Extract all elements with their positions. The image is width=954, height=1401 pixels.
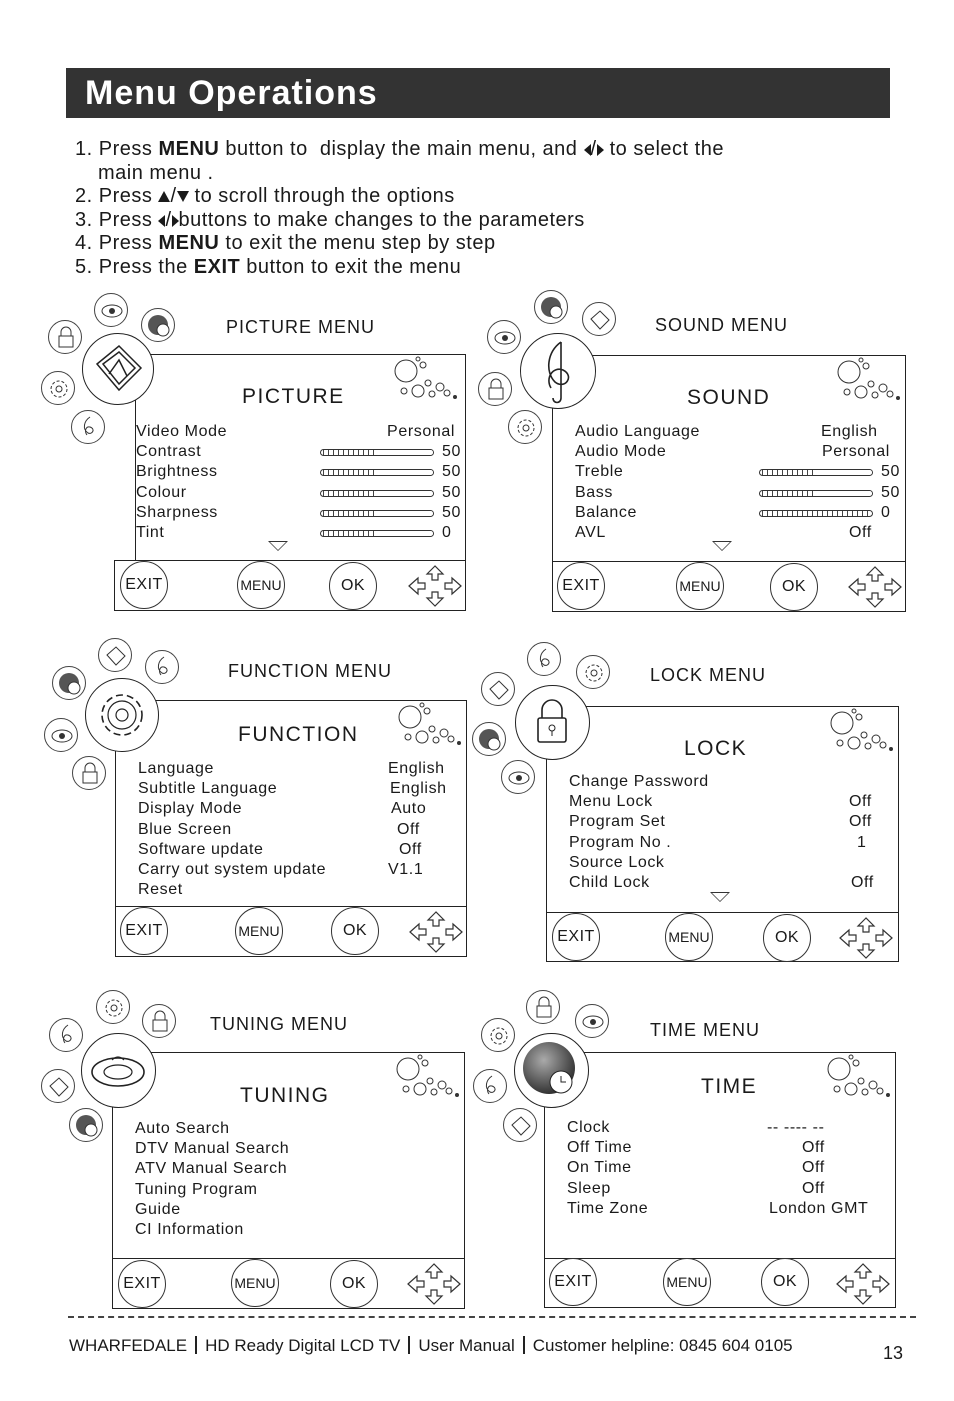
step-text: Press the <box>98 255 194 278</box>
setting-row[interactable] <box>136 483 462 503</box>
function-button-bar <box>115 906 467 957</box>
setting-label: Guide <box>135 1200 181 1218</box>
menu-button[interactable]: MENU <box>237 561 285 609</box>
direction-pad-icon[interactable] <box>847 565 903 609</box>
step-text: button to exit the menu <box>240 255 462 278</box>
tuning-eye-icon[interactable] <box>501 760 535 794</box>
step-text: to exit the menu step by step <box>219 232 496 255</box>
step-5 <box>75 256 724 280</box>
time-clock-icon[interactable] <box>69 1108 103 1142</box>
lock-menu-title: LOCK <box>684 737 748 760</box>
footer-separator <box>523 1336 525 1354</box>
menu-keyword: MENU <box>158 138 220 160</box>
setting-label: Display Mode <box>138 800 243 818</box>
setting-label: Video Mode <box>136 423 228 440</box>
setting-row[interactable] <box>569 812 895 832</box>
setting-row[interactable] <box>138 860 464 880</box>
setting-row[interactable] <box>136 523 462 543</box>
picture-menu-icon <box>82 333 154 405</box>
bubbles-decoration-icon <box>837 358 907 404</box>
setting-value: Off <box>849 793 872 811</box>
level-slider[interactable] <box>320 449 434 456</box>
step-1-continued <box>75 162 724 186</box>
setting-row[interactable] <box>569 873 895 893</box>
tuning-eye-icon[interactable] <box>575 1004 609 1038</box>
setting-value: 50 <box>442 443 461 461</box>
setting-value: 0 <box>442 523 452 541</box>
setting-label: Audio Mode <box>575 443 667 461</box>
scroll-down-indicator-icon[interactable] <box>712 541 732 551</box>
scroll-down-indicator-icon[interactable] <box>710 892 730 902</box>
step-text: button to display the main menu, and <box>219 138 584 160</box>
setting-value: 0 <box>881 503 891 521</box>
bubbles-decoration-icon <box>830 709 900 755</box>
setting-label: Tuning Program <box>135 1180 258 1198</box>
page-title: Menu Operations <box>85 74 378 112</box>
exit-button[interactable]: EXIT <box>118 1260 166 1308</box>
padlock-icon <box>516 686 588 758</box>
step-text: Press <box>98 208 159 231</box>
setting-label: Source Lock <box>569 853 665 871</box>
function-gear-icon[interactable] <box>96 990 130 1024</box>
footer-separator <box>195 1336 197 1354</box>
sound-settings-list <box>575 422 901 543</box>
step-number: 5. <box>75 255 93 278</box>
step-number: 3. <box>75 208 93 231</box>
sound-note-icon[interactable] <box>71 410 105 444</box>
time-clock-icon[interactable] <box>141 308 175 342</box>
menu-button[interactable]: MENU <box>235 907 283 955</box>
step-text: buttons to make changes to the parameters <box>178 208 585 231</box>
menu-button[interactable]: MENU <box>676 562 724 610</box>
scroll-down-indicator-icon[interactable] <box>268 541 288 551</box>
step-text: Press <box>98 185 159 208</box>
exit-button[interactable]: EXIT <box>120 561 168 609</box>
setting-row[interactable] <box>136 422 462 442</box>
setting-row[interactable] <box>575 462 901 482</box>
lock-menu-panel <box>546 706 899 913</box>
direction-pad-icon[interactable] <box>407 564 463 608</box>
step-3: 3. Press / buttons to make changes to the parameters <box>75 208 585 231</box>
step-text: Press <box>98 232 159 255</box>
setting-row[interactable] <box>567 1158 893 1178</box>
setting-value: 50 <box>442 463 461 481</box>
setting-label: DTV Manual Search <box>135 1140 290 1158</box>
sound-menu-icon <box>520 333 596 409</box>
menu-button[interactable]: MENU <box>663 1258 711 1306</box>
setting-row[interactable] <box>138 840 464 860</box>
setting-row[interactable] <box>575 523 901 543</box>
setting-value: Off <box>849 523 872 541</box>
step-number: 1. <box>75 138 93 160</box>
step-2: 2. Press / to scroll through the options <box>75 185 455 208</box>
function-menu-panel <box>115 700 467 907</box>
setting-row[interactable] <box>136 503 462 523</box>
setting-label: Sharpness <box>136 503 218 521</box>
step-number: 2. <box>75 185 93 208</box>
slider-empty-portion <box>377 470 433 475</box>
setting-label: Change Password <box>569 773 709 790</box>
lock-settings-list <box>569 772 895 893</box>
page-title-bar <box>66 68 890 118</box>
picture-menu-label: PICTURE MENU <box>226 317 376 337</box>
setting-value: English <box>388 760 445 777</box>
setting-value: Off <box>802 1139 825 1157</box>
setting-value: V1.1 <box>388 860 424 878</box>
setting-value: Off <box>399 840 422 858</box>
step-text: main menu . <box>98 161 214 184</box>
lock-menu-label: LOCK MENU <box>650 665 767 685</box>
step-text: to scroll through the options <box>188 185 455 208</box>
tuning-eye-icon[interactable] <box>487 320 521 354</box>
setting-row[interactable] <box>135 1119 461 1139</box>
time-menu-panel <box>544 1052 896 1259</box>
slider-empty-portion <box>377 491 433 496</box>
setting-row[interactable] <box>569 833 895 853</box>
tuning-settings-list <box>135 1119 461 1240</box>
setting-label: Off Time <box>567 1139 632 1157</box>
setting-label: Auto Search <box>135 1120 230 1137</box>
bubbles-decoration-icon <box>396 1055 466 1101</box>
setting-label: Sleep <box>567 1179 611 1197</box>
setting-value: Personal <box>387 423 455 440</box>
setting-value: Off <box>849 813 872 831</box>
setting-row[interactable] <box>138 880 464 900</box>
setting-label: Tint <box>136 523 165 541</box>
setting-value: 50 <box>442 503 461 521</box>
picture-frame-icon <box>83 334 153 404</box>
setting-value: Personal <box>822 443 890 461</box>
function-menu-label: FUNCTION MENU <box>228 661 392 681</box>
function-gear-icon[interactable] <box>576 655 610 689</box>
picture-settings-list <box>136 422 462 543</box>
setting-row[interactable] <box>567 1118 893 1138</box>
setting-row[interactable] <box>569 772 895 792</box>
setting-label: Language <box>138 760 214 777</box>
setting-row[interactable] <box>135 1200 461 1220</box>
setting-label: Colour <box>136 483 187 501</box>
step-text: to select the <box>609 138 724 160</box>
tuning-menu-label: TUNING MENU <box>210 1014 348 1034</box>
slider-empty-portion <box>377 511 433 516</box>
function-gear-icon[interactable] <box>481 1018 515 1052</box>
footer-separator <box>408 1336 410 1354</box>
picture-button-bar <box>114 560 466 611</box>
sound-note-icon[interactable] <box>49 1018 83 1052</box>
setting-label: Carry out system update <box>138 860 327 878</box>
time-menu-title: TIME <box>701 1075 758 1098</box>
picture-menu-panel <box>135 354 466 561</box>
setting-label: Program No . <box>569 833 672 851</box>
picture-frame-small-icon[interactable] <box>503 1108 537 1142</box>
right-arrow-icon <box>172 215 179 227</box>
setting-label: Program Set <box>569 813 666 831</box>
left-arrow-icon <box>584 144 591 156</box>
level-slider[interactable] <box>759 469 873 476</box>
sound-menu-panel <box>552 355 906 562</box>
exit-button[interactable]: EXIT <box>557 562 605 610</box>
picture-menu-title: PICTURE <box>242 385 345 408</box>
setting-row[interactable] <box>569 853 895 873</box>
footer-helpline: Customer helpline: 0845 604 0105 <box>532 1336 793 1355</box>
exit-keyword: EXIT <box>193 255 241 278</box>
setting-label: Contrast <box>136 443 202 461</box>
setting-row[interactable] <box>138 820 464 840</box>
setting-label: Subtitle Language <box>138 780 278 798</box>
step-number: 4. <box>75 232 93 255</box>
exit-button[interactable]: EXIT <box>552 913 600 961</box>
setting-row[interactable] <box>575 422 901 442</box>
setting-label: ATV Manual Search <box>135 1160 288 1178</box>
menu-keyword: MENU <box>158 232 220 255</box>
tuning-eye-icon[interactable] <box>94 293 128 327</box>
exit-button[interactable]: EXIT <box>549 1258 597 1306</box>
setting-row[interactable] <box>567 1138 893 1158</box>
setting-label: Treble <box>575 463 624 481</box>
setting-value: London GMT <box>769 1199 869 1217</box>
menu-button[interactable]: MENU <box>665 913 713 961</box>
time-button-bar <box>544 1258 896 1308</box>
picture-frame-small-icon[interactable] <box>481 672 515 706</box>
ok-button[interactable]: OK <box>331 907 379 955</box>
menu-button[interactable]: MENU <box>231 1259 279 1307</box>
setting-row[interactable] <box>575 503 901 523</box>
setting-row[interactable] <box>138 779 464 799</box>
setting-value: English <box>390 780 447 798</box>
function-gear-icon[interactable] <box>41 371 75 405</box>
setting-value: English <box>821 423 878 440</box>
setting-label: Child Lock <box>569 873 650 891</box>
ok-button[interactable]: OK <box>770 563 818 611</box>
footer-product: HD Ready Digital LCD TV <box>205 1336 401 1355</box>
setting-value: 50 <box>442 483 461 501</box>
footer <box>69 1336 793 1356</box>
lock-icon[interactable] <box>478 372 512 406</box>
setting-label: Brightness <box>136 463 218 481</box>
lock-icon[interactable] <box>526 990 560 1024</box>
setting-label: CI Information <box>135 1220 244 1238</box>
slider-empty-portion <box>377 450 433 455</box>
level-slider[interactable] <box>320 530 434 537</box>
sound-note-icon[interactable] <box>527 642 561 676</box>
setting-label: Balance <box>575 503 638 521</box>
setting-label: Bass <box>575 483 613 501</box>
page-number: 13 <box>883 1343 904 1363</box>
picture-frame-small-icon[interactable] <box>41 1069 75 1103</box>
picture-frame-small-icon[interactable] <box>98 638 132 672</box>
level-slider[interactable] <box>759 510 873 517</box>
function-gear-icon[interactable] <box>508 410 542 444</box>
right-arrow-icon <box>597 144 604 156</box>
tuning-menu-title: TUNING <box>240 1084 330 1107</box>
slider-empty-portion <box>816 491 872 496</box>
setting-row[interactable] <box>575 442 901 462</box>
setting-value: 50 <box>881 463 900 481</box>
direction-pad-icon[interactable] <box>838 916 894 960</box>
clock-globe-icon <box>515 1034 587 1106</box>
setting-row[interactable] <box>135 1180 461 1200</box>
setting-label: Software update <box>138 840 264 858</box>
tuning-menu-icon <box>81 1033 156 1108</box>
sound-note-icon[interactable] <box>473 1069 507 1103</box>
level-slider[interactable] <box>759 490 873 497</box>
setting-label: Clock <box>567 1119 611 1136</box>
sound-menu-title: SOUND <box>687 386 771 409</box>
setting-label: On Time <box>567 1159 632 1177</box>
footer-divider <box>68 1316 916 1318</box>
bubbles-decoration-icon <box>398 703 468 749</box>
setting-value: 50 <box>881 483 900 501</box>
satellite-dish-icon <box>82 1034 154 1106</box>
sound-menu-label: SOUND MENU <box>655 315 789 335</box>
lock-icon[interactable] <box>72 756 106 790</box>
level-slider[interactable] <box>320 490 434 497</box>
time-clock-icon[interactable] <box>472 722 506 756</box>
direction-pad-icon[interactable] <box>835 1262 891 1306</box>
setting-value: Off <box>397 820 420 838</box>
ok-button[interactable]: OK <box>330 1260 378 1308</box>
setting-value: -- ---- -- <box>767 1119 825 1136</box>
setting-row[interactable] <box>138 759 464 779</box>
time-settings-list <box>567 1118 893 1219</box>
lock-icon[interactable] <box>48 320 82 354</box>
lock-icon[interactable] <box>142 1004 176 1038</box>
setting-label: AVL <box>575 523 606 541</box>
time-clock-icon[interactable] <box>52 666 86 700</box>
setting-row[interactable] <box>136 462 462 482</box>
instructions-list <box>75 138 724 280</box>
setting-row[interactable] <box>138 799 464 819</box>
ok-button[interactable]: OK <box>329 562 377 610</box>
setting-row[interactable] <box>135 1159 461 1179</box>
setting-value: 1 <box>857 833 867 851</box>
ok-button[interactable]: OK <box>763 914 811 962</box>
footer-brand: WHARFEDALE <box>69 1336 188 1355</box>
setting-row[interactable] <box>135 1220 461 1240</box>
exit-button[interactable]: EXIT <box>120 907 168 955</box>
level-slider[interactable] <box>320 510 434 517</box>
setting-row[interactable] <box>569 792 895 812</box>
sound-button-bar <box>552 561 906 612</box>
down-arrow-icon <box>177 191 189 202</box>
setting-label: Reset <box>138 881 183 899</box>
setting-value: Off <box>802 1179 825 1197</box>
treble-clef-icon <box>521 334 595 408</box>
time-menu-label: TIME MENU <box>650 1020 760 1040</box>
setting-row[interactable] <box>135 1139 461 1159</box>
setting-label: Menu Lock <box>569 793 653 811</box>
left-arrow-icon <box>158 215 165 227</box>
slider-empty-portion <box>377 531 433 536</box>
gear-icon <box>86 679 158 751</box>
setting-row[interactable] <box>136 442 462 462</box>
step-1: 1. Press MENU button to display the main menu, and / to select the <box>75 138 724 160</box>
slider-empty-portion <box>816 470 872 475</box>
lock-button-bar <box>546 912 899 962</box>
bubbles-decoration-icon <box>394 357 464 403</box>
setting-label: Audio Language <box>575 423 700 440</box>
lock-menu-icon <box>515 685 590 760</box>
direction-pad-icon[interactable] <box>408 910 464 954</box>
picture-frame-small-icon[interactable] <box>582 302 616 336</box>
time-clock-icon[interactable] <box>534 290 568 324</box>
setting-row[interactable] <box>575 483 901 503</box>
tuning-eye-icon[interactable] <box>44 718 78 752</box>
step-4 <box>75 232 724 256</box>
setting-value: Auto <box>391 800 427 818</box>
setting-row[interactable] <box>567 1179 893 1199</box>
setting-value: Off <box>802 1159 825 1177</box>
ok-button[interactable]: OK <box>761 1258 809 1306</box>
sound-note-icon[interactable] <box>145 650 179 684</box>
function-menu-icon <box>85 678 159 752</box>
setting-value: Off <box>851 873 874 891</box>
time-menu-icon <box>514 1033 589 1108</box>
function-settings-list <box>138 759 464 900</box>
setting-label: Blue Screen <box>138 820 232 838</box>
up-arrow-icon <box>158 191 170 202</box>
setting-label: Time Zone <box>567 1199 649 1217</box>
direction-pad-icon[interactable] <box>406 1262 462 1306</box>
tuning-button-bar <box>112 1258 465 1309</box>
footer-doc: User Manual <box>418 1336 515 1355</box>
setting-row[interactable] <box>567 1199 893 1219</box>
tuning-menu-panel <box>112 1052 465 1259</box>
bubbles-decoration-icon <box>827 1055 897 1101</box>
step-text: Press <box>98 138 159 160</box>
function-menu-title: FUNCTION <box>238 723 359 746</box>
level-slider[interactable] <box>320 469 434 476</box>
